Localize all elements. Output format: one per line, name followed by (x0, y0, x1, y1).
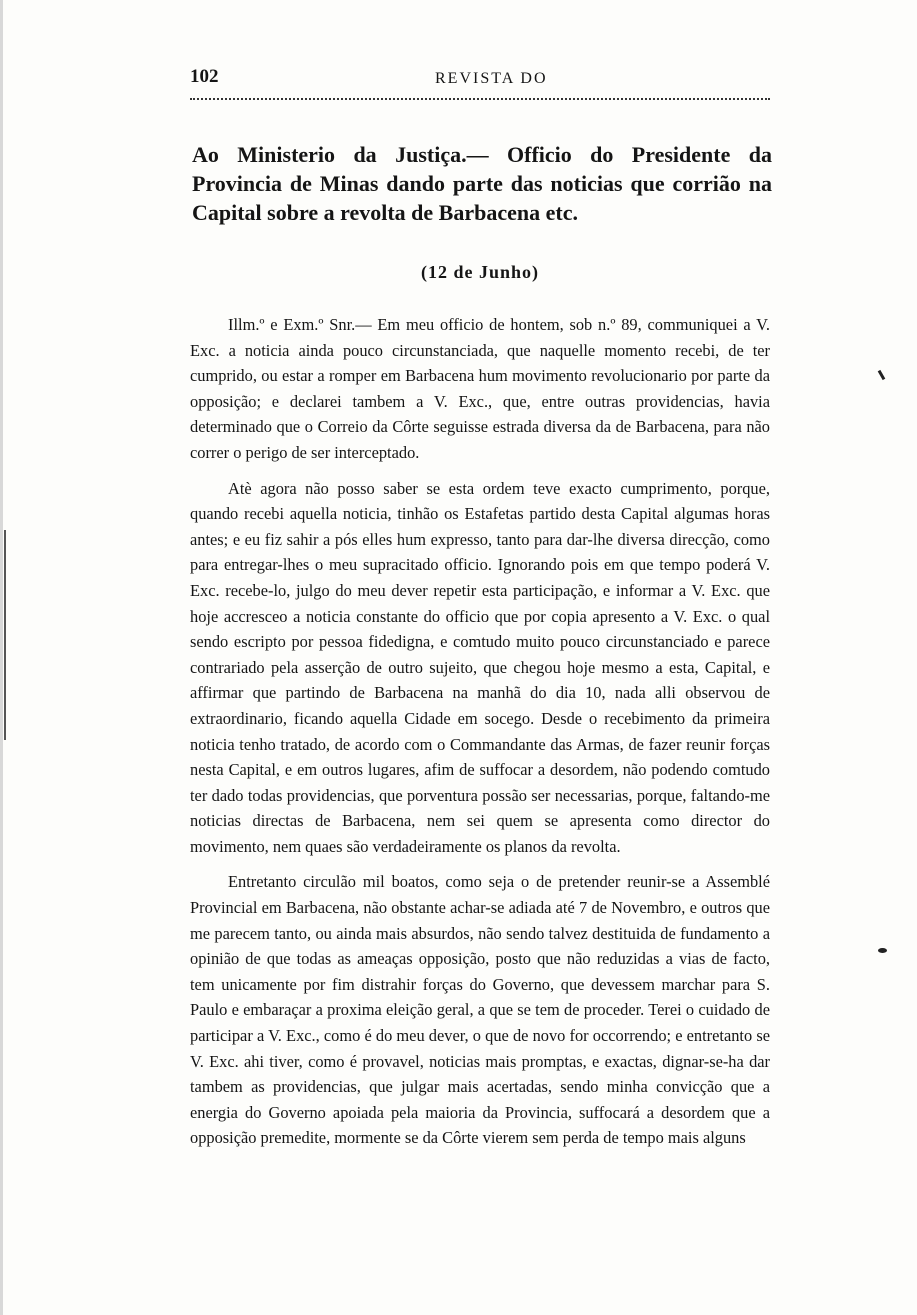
page-edge (0, 0, 3, 1315)
title-rest: Officio do Presidente da Provincia de Minas dando parte das noticias que corrião na Capital sobre a revolta de Barbacena etc. (192, 142, 773, 225)
header-rule (190, 98, 770, 100)
scan-margin-shadow (4, 530, 6, 740)
paragraph: Illm.º e Exm.º Snr.— Em meu officio de hontem, sob n.º 89, communiquei a V. Exc. a noticia ainda pouco circunstanciada, que naquelle momento recebi, de ter cumprido, ou estar a romper em Barbacena hum movimento revolucionario por parte da opposição; e declarei tambem a V. Exc., que, entre outras providencias, havia determinado que o Correio da Côrte seguisse estrada diversa da de Barbacena, para não correr o perigo de ser interceptado. (190, 315, 770, 462)
ink-speck (878, 948, 887, 953)
document-body (190, 312, 770, 1161)
running-head: REVISTA DO (435, 70, 548, 87)
document-title (192, 140, 772, 227)
page-header (190, 66, 770, 100)
document-date: (12 de Junho) (420, 262, 540, 282)
paragraph: Atè agora não posso saber se esta ordem teve exacto cumprimento, porque, quando recebi aquella noticia, tinhão os Estafetas partido desta Capital algumas horas antes; e eu fiz sahir a pós elles hum expresso, tanto para dar-lhe diversa direcção, como para entregar-lhes o meu supracitado officio. Ignorando pois em que tempo poderá V. Exc. recebe-lo, julgo do meu dever repetir esta participação, e informar a V. Exc. que hoje accresceo a noticia constante do officio que por copia apresento a V. Exc. o qual sendo escripto por pessoa fidedigna, e comtudo muito pouco circunstanciado e parece contrariado pela asserção de outro sujeito, que chegou hoje mesmo a esta, Capital, e affirmar que partindo de Barbacena na manhã do dia 10, nada alli observou de extraordinario, ficando aquella Cidade em socego. Desde o recebimento da primeira noticia tenho tratado, de acordo com o Commandante das Armas, de fazer reunir forças nesta Capital, e em outros lugares, afim de suffocar a desordem, não podendo comtudo ter dado todas providencias, que porventura possão ser necessarias, porque, faltando-me noticias directas de Barbacena, nem sei quem se apresenta como director do movimento, nem quaes são verdadeiramente os planos da revolta. (190, 478, 770, 856)
ink-speck (878, 370, 886, 380)
paragraph: Entretanto circulão mil boatos, como seja o de pretender reunir-se a Assemblé Provincial em Barbacena, não obstante achar-se adiada até 7 de Novembro, e outros que me parecem tanto, ou ainda mais absurdos, não sendo talvez destituida de fundamento a opinião de que todas as ameaças opposição, posto que não reduzidas a vias de facto, tem unicamente por fim distrahir forças do Governo, que devessem marchar para S. Paulo e embaraçar a proxima eleição geral, a que se tem de proceder. Terei o cuidado de participar a V. Exc., como é do meu dever, o que de novo for occorrendo; e entretanto se V. Exc. ahi tiver, como é provavel, noticias mais promptas, e exactas, dignar-se-ha dar tambem as providencias, que julgar mais acertadas, sendo minha convicção que a energia do Governo apoiada pela maioria da Provincia, suffocará a desordem que a opposição premedite, mormente se da Côrte vierem sem perda de tempo mais alguns (190, 872, 770, 1148)
page-number: 102 (190, 66, 219, 87)
title-lead: Ao Ministerio da Justiça.— (192, 142, 489, 167)
